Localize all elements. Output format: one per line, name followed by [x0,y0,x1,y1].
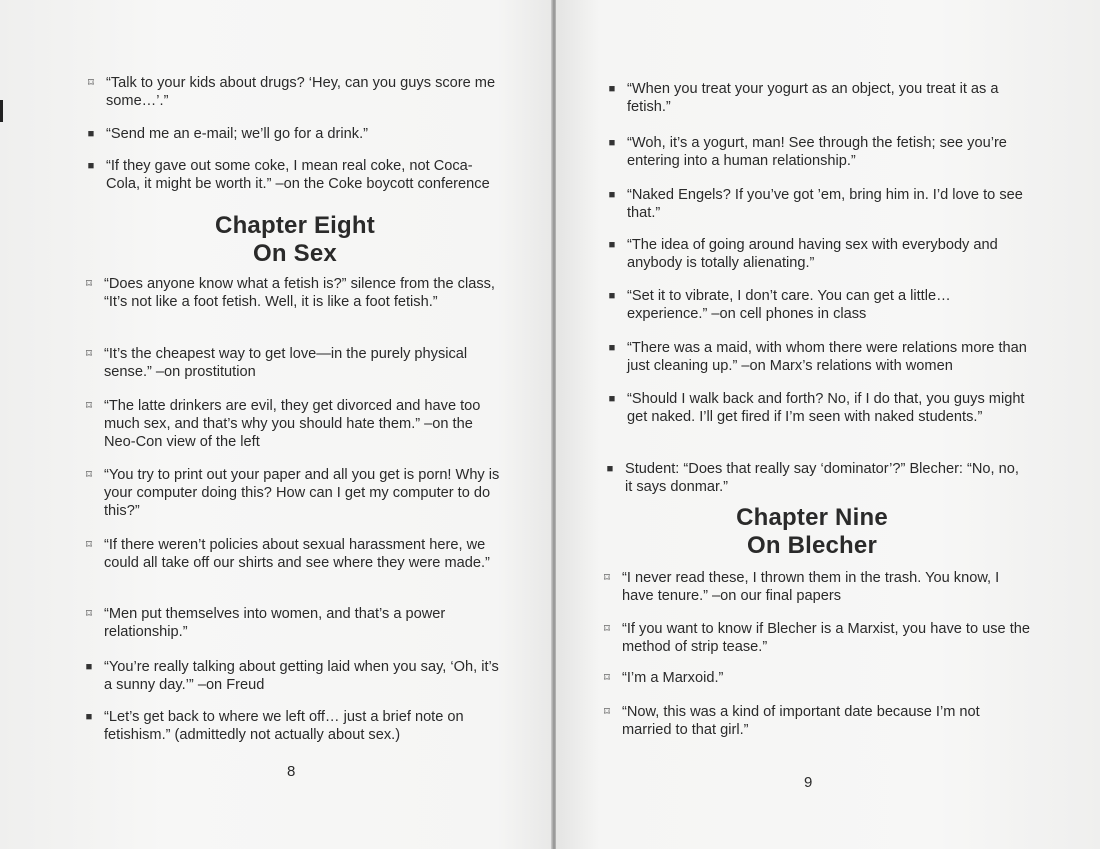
quote-text: “I’m a Marxoid.” [622,670,724,686]
item-bullet-icon: ⌑ [86,348,92,360]
quote-text: “The latte drinkers are evil, they get divorced and have too much sex, and that’s why you should hate them.” –on the Neo-Con view of the left [104,398,481,450]
item-bullet-icon: ⌑ [88,77,94,89]
quote-text: “If they gave out some coke, I mean real coke, not Coca-Cola, it might be worth it.” –on the Coke boycott conference [106,158,490,192]
quote-item [86,397,504,451]
quote-text: Student: “Does that really say ‘dominator’?” Blecher: “No, no, it says donmar.” [625,461,1019,495]
quote-item [85,658,504,694]
chapter-heading [687,504,937,560]
item-bullet-icon: ■ [608,83,616,95]
item-bullet-icon: ■ [606,463,614,475]
quote-text: “If you want to know if Blecher is a Marxist, you have to use the method of strip tease.” [622,621,1031,655]
quote-text: “You’re really talking about getting laid when you say, ‘Oh, it’s a sunny day.’” –on Freud [104,659,499,693]
page-number: 9 [804,774,813,791]
quote-text: “Should I walk back and forth? No, if I do that, you guys might get naked. I’ll get fired if I’m seen with naked students.” [627,391,1025,425]
quote-item [608,134,1029,170]
quote-text: “You try to print out your paper and all you get is porn! Why is your computer doing this? How can I get my computer to do this?” [104,467,500,519]
item-bullet-icon: ⌑ [86,608,92,620]
quote-text: “Send me an e-mail; we’ll go for a drink.” [106,126,368,142]
quote-text: “It’s the cheapest way to get love—in the purely physical sense.” –on prostitution [104,346,468,380]
quote-item [86,275,504,311]
item-bullet-icon: ■ [608,342,616,354]
quote-item [606,460,1029,496]
quote-item [604,620,1032,656]
page-number: 8 [287,763,296,780]
quote-item [608,236,1029,272]
item-bullet-icon: ■ [87,160,95,172]
chapter-heading [170,212,420,268]
item-bullet-icon: ⌑ [604,706,610,718]
quote-item [604,703,1032,739]
quote-item [86,536,504,572]
quote-item [608,80,1029,116]
item-bullet-icon: ■ [85,711,93,723]
chapter-title: On Blecher [746,532,878,559]
quote-item [86,466,504,520]
quote-text: “Now, this was a kind of important date because I’m not married to that girl.” [622,704,980,738]
page-edge-mark [0,100,3,122]
quote-text: “I never read these, I thrown them in the trash. You know, I have tenure.” –on our final papers [622,570,1000,604]
item-bullet-icon: ■ [608,137,616,149]
quote-item [88,74,506,110]
quote-item [86,605,504,641]
quote-item [604,669,1032,687]
item-bullet-icon: ■ [608,290,616,302]
item-bullet-icon: ⌑ [604,572,610,584]
quote-item [608,339,1029,375]
quote-text: “The idea of going around having sex with everybody and anybody is totally alienating.” [627,237,998,271]
quote-item [608,186,1029,222]
chapter-title: On Sex [253,240,337,267]
quote-text: “Set it to vibrate, I don’t care. You can get a little… experience.” –on cell phones in class [627,288,951,322]
quote-text: “Let’s get back to where we left off… just a brief note on fetishism.” (admittedly not actually about sex.) [104,709,464,743]
item-bullet-icon: ⌑ [86,400,92,412]
item-bullet-icon: ■ [608,189,616,201]
item-bullet-icon: ⌑ [604,623,610,635]
item-bullet-icon: ■ [87,128,95,140]
chapter-number: Chapter Eight [215,212,375,239]
quote-text: “Does anyone know what a fetish is?” silence from the class, “It’s not like a foot fetish. Well, it is like a foot fetish.” [104,276,495,310]
quote-text: “Men put themselves into women, and that’s a power relationship.” [104,606,446,640]
item-bullet-icon: ■ [608,239,616,251]
right-page [556,0,1100,849]
quote-item [87,125,506,143]
item-bullet-icon: ■ [85,661,93,673]
item-bullet-icon: ⌑ [86,278,92,290]
quote-item [604,569,1032,605]
item-bullet-icon: ■ [608,393,616,405]
quote-item [608,390,1029,426]
quote-text: “Woh, it’s a yogurt, man! See through the fetish; see you’re entering into a human relationship.” [627,135,1007,169]
quote-item [85,708,504,744]
quote-item [86,345,504,381]
item-bullet-icon: ⌑ [86,469,92,481]
quote-item [608,287,1029,323]
item-bullet-icon: ⌑ [86,539,92,551]
quote-text: “Naked Engels? If you’ve got ’em, bring him in. I’d love to see that.” [627,187,1023,221]
quote-item [87,157,506,193]
quote-text: “There was a maid, with whom there were relations more than just cleaning up.” –on Marx’s relations with women [627,340,1027,374]
item-bullet-icon: ⌑ [604,672,610,684]
quote-text: “Talk to your kids about drugs? ‘Hey, can you guys score me some…’.” [106,75,496,109]
quote-text: “If there weren’t policies about sexual harassment here, we could all take off our shirts and see where they were made.” [104,537,490,571]
chapter-number: Chapter Nine [736,504,888,531]
quote-text: “When you treat your yogurt as an object, you treat it as a fetish.” [627,81,999,115]
